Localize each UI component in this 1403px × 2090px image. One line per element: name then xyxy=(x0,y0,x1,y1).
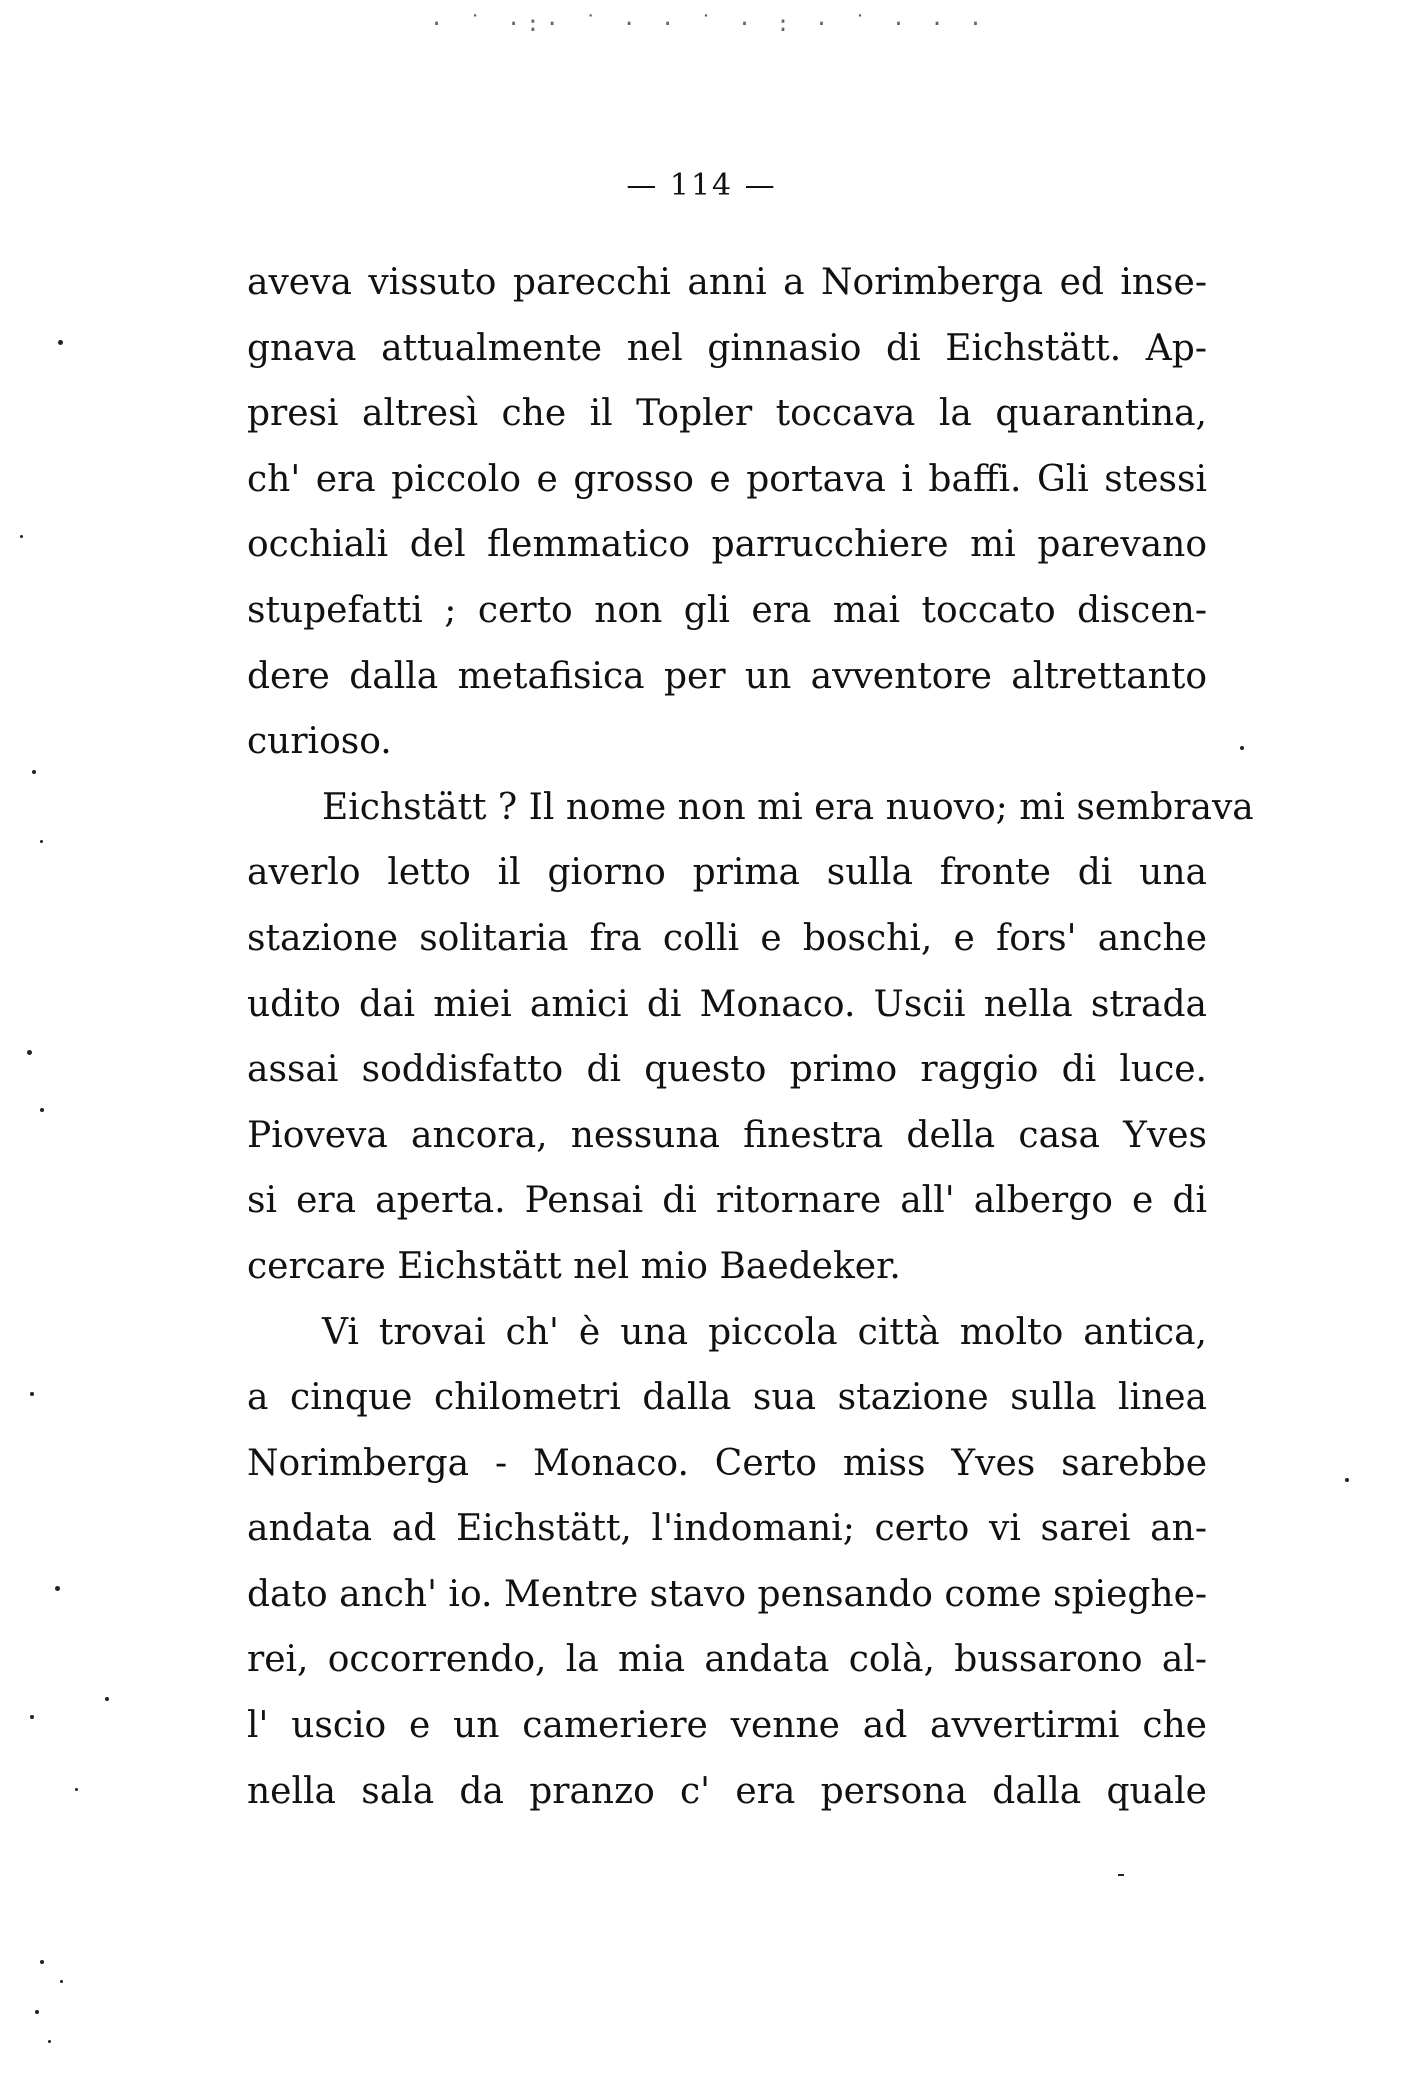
scan-speck xyxy=(30,1715,34,1719)
text-line: ch' era piccolo e grosso e portava i baffi. Gli stessi xyxy=(247,458,1207,500)
text-line: dere dalla metafisica per un avventore altrettanto xyxy=(247,655,1207,697)
scan-speck xyxy=(40,840,43,843)
scan-speck xyxy=(1118,1874,1124,1876)
text-line: nella sala da pranzo c' era persona dalla quale xyxy=(247,1770,1207,1812)
text-line: Norimberga - Monaco. Certo miss Yves sarebbe xyxy=(247,1442,1207,1484)
scan-speck xyxy=(20,535,23,538)
body-text xyxy=(247,250,1254,1824)
scan-speck xyxy=(40,1960,44,1964)
text-line: cercare Eichstätt nel mio Baedeker. xyxy=(247,1245,901,1287)
text-line: si era aperta. Pensai di ritornare all' albergo e di xyxy=(247,1180,1207,1222)
text-line: aveva vissuto parecchi anni a Norimberga ed inse- xyxy=(247,262,1207,303)
page-number: — 114 — xyxy=(626,168,777,203)
text-line: occhiali del flemmatico parrucchiere mi parevano xyxy=(247,524,1207,566)
text-line: assai soddisfatto di questo primo raggio di luce. xyxy=(247,1049,1207,1091)
text-line: Eichstätt ? Il nome non mi era nuovo; mi sembrava xyxy=(322,786,1254,828)
scan-speck xyxy=(105,1697,109,1701)
scan-speck xyxy=(35,2010,39,2014)
scan-speck xyxy=(55,1586,60,1591)
text-line: gnava attualmente nel ginnasio di Eichstätt. Ap- xyxy=(247,327,1207,369)
text-line: curioso. xyxy=(247,721,392,763)
text-line: l' uscio e un cameriere venne ad avvertirmi che xyxy=(247,1705,1207,1747)
scan-speck xyxy=(1240,746,1244,750)
text-line: rei, occorrendo, la mia andata colà, bussarono al- xyxy=(247,1639,1207,1681)
text-line: stazione solitaria fra colli e boschi, e fors' anche xyxy=(247,917,1207,959)
text-line: a cinque chilometri dalla sua stazione sulla linea xyxy=(247,1377,1207,1419)
scan-speck xyxy=(48,2040,51,2043)
scan-speck xyxy=(40,1108,44,1112)
scan-speck xyxy=(58,340,63,345)
text-line: udito dai miei amici di Monaco. Uscii nella strada xyxy=(247,983,1207,1025)
scan-speck xyxy=(75,1788,78,1791)
text-line: presi altresì che il Topler toccava la quarantina, xyxy=(247,393,1207,435)
scan-speck xyxy=(27,1050,32,1055)
scan-speck xyxy=(1345,1478,1349,1482)
scan-speck xyxy=(60,1980,63,1983)
text-line: andata ad Eichstätt, l'indomani; certo vi sarei an- xyxy=(247,1508,1207,1550)
scan-speck xyxy=(30,1392,34,1396)
text-line: Vi trovai ch' è una piccola città molto antica, xyxy=(322,1311,1207,1353)
text-line: averlo letto il giorno prima sulla fronte di una xyxy=(247,852,1207,894)
scan-speck xyxy=(32,770,36,774)
scan-artifact-top: · ˙ ·:· ˙ · · ˙ · : · ˙ · · · xyxy=(430,12,989,37)
text-line: dato anch' io. Mentre stavo pensando come spieghe- xyxy=(247,1573,1208,1615)
text-line: stupefatti ; certo non gli era mai toccato discen- xyxy=(247,589,1207,631)
text-line: Pioveva ancora, nessuna finestra della casa Yves xyxy=(247,1114,1207,1156)
